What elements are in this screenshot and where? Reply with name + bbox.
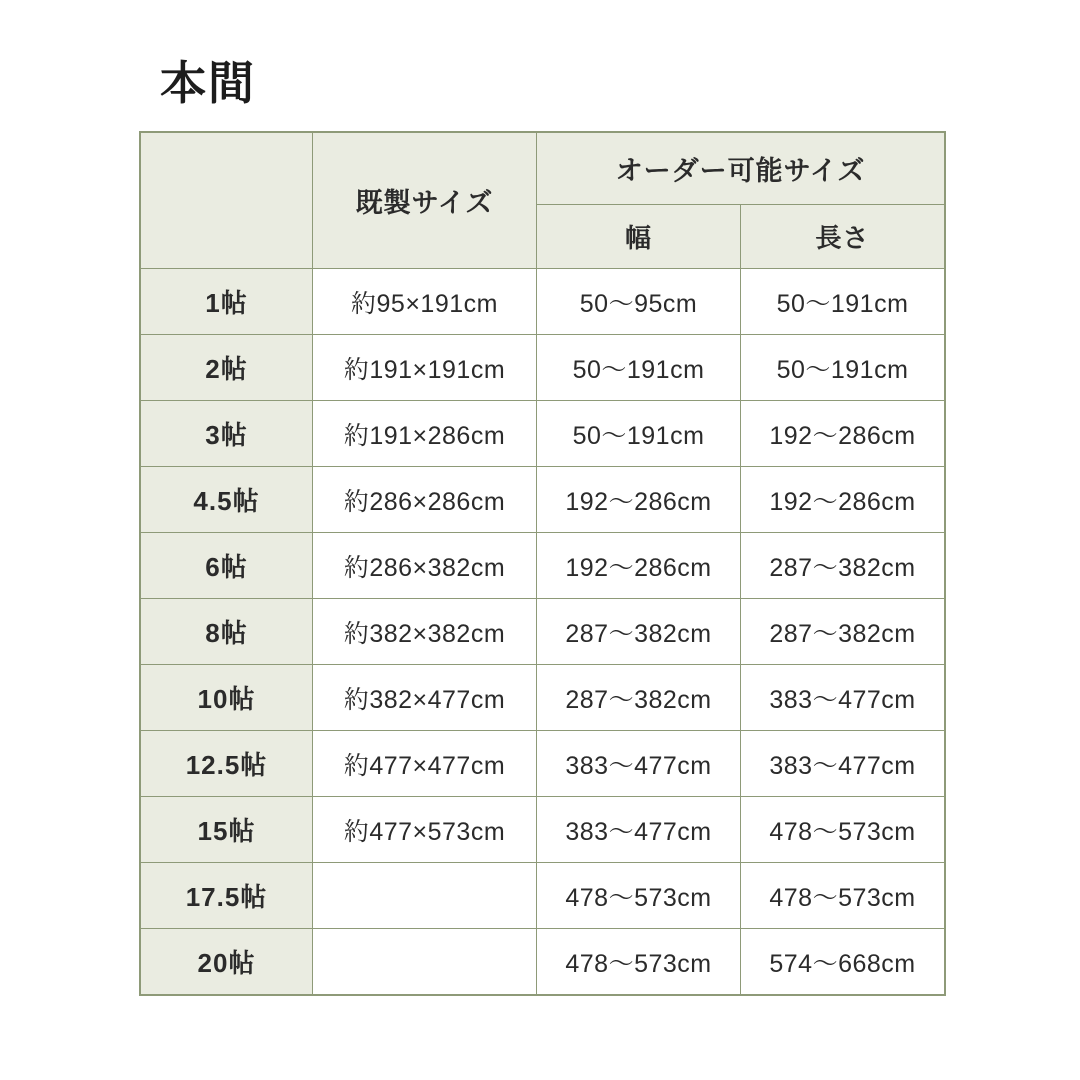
header-corner-blank [141, 133, 313, 269]
cell-order-length: 287〜382cm [741, 533, 945, 599]
cell-ready-size: 約95×191cm [313, 269, 537, 335]
cell-order-width: 50〜191cm [537, 401, 741, 467]
cell-order-width: 383〜477cm [537, 797, 741, 863]
cell-ready-size: 約191×286cm [313, 401, 537, 467]
cell-order-length: 383〜477cm [741, 731, 945, 797]
cell-ready-size: 約191×191cm [313, 335, 537, 401]
table-row [141, 269, 945, 335]
cell-order-length: 478〜573cm [741, 797, 945, 863]
table-row [141, 797, 945, 863]
cell-order-width: 50〜191cm [537, 335, 741, 401]
table-row [141, 863, 945, 929]
row-label: 2帖 [141, 335, 313, 401]
cell-order-width: 478〜573cm [537, 863, 741, 929]
row-label: 10帖 [141, 665, 313, 731]
cell-order-width: 287〜382cm [537, 665, 741, 731]
cell-order-width: 192〜286cm [537, 467, 741, 533]
size-table [140, 132, 945, 995]
row-label: 12.5帖 [141, 731, 313, 797]
table-row [141, 401, 945, 467]
table-head [141, 133, 945, 269]
table-body [141, 269, 945, 995]
table-row [141, 533, 945, 599]
cell-ready-size: 約286×382cm [313, 533, 537, 599]
row-label: 1帖 [141, 269, 313, 335]
cell-ready-size: 約477×573cm [313, 797, 537, 863]
cell-ready-size [313, 929, 537, 995]
row-label: 17.5帖 [141, 863, 313, 929]
header-order-length: 長さ [741, 205, 945, 269]
cell-order-length: 50〜191cm [741, 335, 945, 401]
table-row [141, 599, 945, 665]
table-row [141, 467, 945, 533]
row-label: 6帖 [141, 533, 313, 599]
row-label: 15帖 [141, 797, 313, 863]
row-label: 4.5帖 [141, 467, 313, 533]
table-row [141, 335, 945, 401]
cell-order-length: 192〜286cm [741, 467, 945, 533]
cell-order-length: 50〜191cm [741, 269, 945, 335]
cell-order-length: 478〜573cm [741, 863, 945, 929]
cell-order-length: 574〜668cm [741, 929, 945, 995]
cell-order-length: 287〜382cm [741, 599, 945, 665]
cell-order-width: 50〜95cm [537, 269, 741, 335]
table-header-row-1 [141, 133, 945, 205]
header-order-width: 幅 [537, 205, 741, 269]
cell-ready-size: 約382×477cm [313, 665, 537, 731]
cell-ready-size: 約382×382cm [313, 599, 537, 665]
cell-order-width: 192〜286cm [537, 533, 741, 599]
cell-ready-size: 約286×286cm [313, 467, 537, 533]
cell-order-length: 383〜477cm [741, 665, 945, 731]
cell-order-width: 478〜573cm [537, 929, 741, 995]
cell-ready-size: 約477×477cm [313, 731, 537, 797]
page-title: 本間 [160, 57, 256, 109]
table-row [141, 665, 945, 731]
cell-order-width: 383〜477cm [537, 731, 741, 797]
header-ready-size: 既製サイズ [313, 133, 537, 269]
table-row [141, 731, 945, 797]
cell-order-width: 287〜382cm [537, 599, 741, 665]
row-label: 20帖 [141, 929, 313, 995]
row-label: 3帖 [141, 401, 313, 467]
header-order-size: オーダー可能サイズ [537, 133, 945, 205]
table-row [141, 929, 945, 995]
size-table-container [140, 132, 944, 995]
cell-order-length: 192〜286cm [741, 401, 945, 467]
row-label: 8帖 [141, 599, 313, 665]
cell-ready-size [313, 863, 537, 929]
